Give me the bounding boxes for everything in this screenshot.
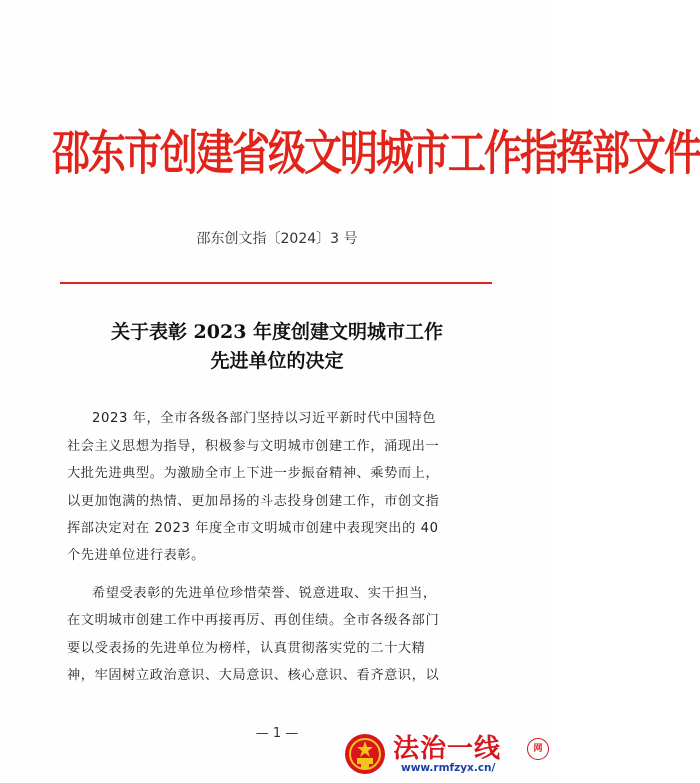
red-divider [60,282,492,284]
body-line: 以更加饱满的热情、更加昂扬的斗志投身创建工作，市创文指 [67,494,440,509]
watermark-brand: 法治一线 [393,734,502,764]
document-number: 邵东创文指〔2024〕3 号 [196,231,358,247]
body-line: 个先进单位进行表彰。 [67,548,205,563]
site-watermark [343,728,549,780]
watermark-url: www.rmfzyx.cn/ [401,762,496,774]
body-line: 希望受表彰的先进单位珍惜荣誉、锐意进取、实干担当， [92,586,437,601]
issuer-header: 邵东市创建省级文明城市工作指挥部文件 [52,124,700,181]
body-line: 大批先进典型。为激励全市上下进一步振奋精神、乘势而上， [67,466,440,481]
body-line: 要以受表扬的先进单位为榜样，认真贯彻落实党的二十大精 [67,641,426,656]
body-line: 挥部决定对在 2023 年度全市文明城市创建中表现突出的 40 [67,521,439,536]
body-line: 社会主义思想为指导，积极参与文明城市创建工作，涌现出一 [67,439,440,454]
watermark-seal: 网 [527,738,549,760]
body-line: 在文明城市创建工作中再接再厉、再创佳绩。全市各级各部门 [67,613,440,628]
body-line: 2023 年，全市各级各部门坚持以习近平新时代中国特色 [92,411,437,426]
document-title-line-1: 关于表彰 2023 年度创建文明城市工作 [110,321,444,343]
document-title-line-2: 先进单位的决定 [210,350,344,372]
national-emblem-icon [343,732,387,776]
body-line: 神，牢固树立政治意识、大局意识、核心意识、看齐意识，以 [67,668,440,683]
page-number: — 1 — [255,726,299,741]
